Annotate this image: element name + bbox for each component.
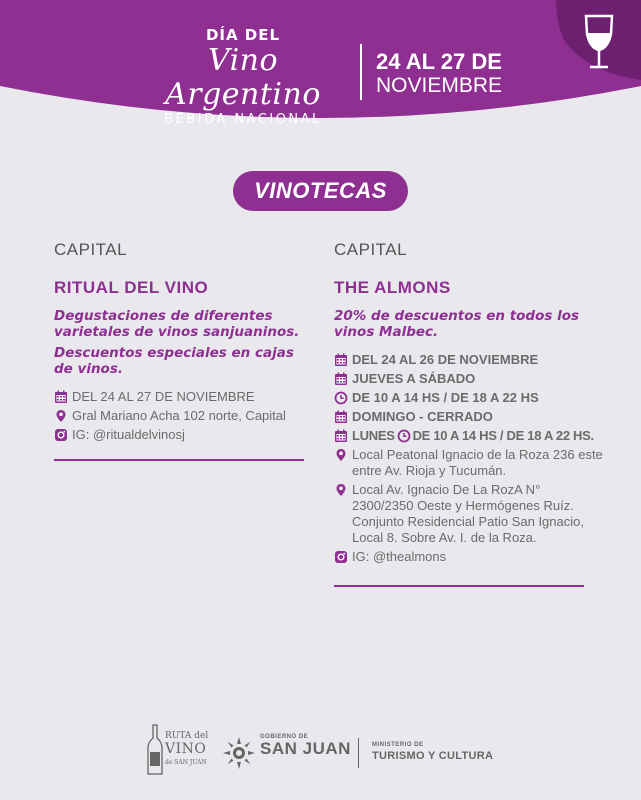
address-text: Local Peatonal Ignacio de la Roza 236 este entre Av. Rioja y Tucumán. [352, 447, 603, 478]
instagram-icon [54, 428, 68, 442]
store-name: THE ALMONS [334, 278, 451, 297]
days-text: JUEVES A SÁBADO [352, 371, 476, 386]
sunday-text: DOMINGO - CERRADO [352, 409, 493, 424]
footer-logos [0, 718, 641, 778]
promo-text: 20% de descuentos en todos los vinos Malbec. [334, 308, 580, 340]
location-pin-icon [54, 409, 68, 423]
turismo-y-cultura-text: TURISMO Y CULTURA [372, 750, 494, 762]
date-row [334, 352, 604, 368]
gobierno-san-juan-logo [260, 734, 351, 758]
date-text: DEL 24 AL 26 DE NOVIEMBRE [352, 352, 539, 367]
monday-label: LUNES [352, 428, 395, 443]
address-text: Local Av. Ignacio De La RozA N° 2300/2350 Oeste y Hermógenes Ruíz. Conjunto Residencial Patio San Ignacio, Local 8. Sobre Av. I. de la Roza. [352, 482, 584, 545]
calendar-icon [334, 353, 348, 367]
header-divider [360, 44, 362, 100]
instagram-handle[interactable]: IG: @thealmons [352, 549, 447, 564]
store-ritual-del-vino [54, 240, 316, 461]
wine-glass-icon [556, 0, 641, 80]
header-banner [0, 0, 641, 135]
wine-bottle-icon [147, 724, 163, 776]
store-name: RITUAL DEL VINO [54, 278, 209, 297]
instagram-row [54, 427, 316, 443]
bebida-nacional-label: BEBIDA NACIONAL [164, 112, 322, 127]
sunday-row [334, 409, 604, 425]
hours-row [334, 390, 604, 406]
monday-hours: DE 10 A 14 HS / DE 18 A 22 HS. [412, 428, 594, 443]
vino-argentino-label: Vino Argentino [165, 43, 321, 112]
de-san-juan-text: de SAN JUAN [165, 759, 207, 766]
ruta-del-vino-logo [147, 724, 213, 774]
divider-line [334, 585, 584, 587]
city-label: CAPITAL [334, 240, 408, 259]
days-row [334, 371, 604, 387]
address-row [54, 408, 316, 424]
gobierno-de-text: GOBIERNO DE [260, 734, 309, 740]
ministerio-logo [372, 742, 493, 763]
san-juan-text: SAN JUAN [260, 739, 351, 758]
event-dates [376, 50, 502, 98]
clock-icon [397, 429, 411, 443]
footer-divider [358, 738, 359, 768]
city-label: CAPITAL [54, 240, 128, 259]
sun-logo-icon [222, 736, 256, 770]
address-text: Gral Mariano Acha 102 norte, Capital [72, 408, 286, 423]
date-month: NOVIEMBRE [376, 74, 503, 97]
ruta-del-text: RUTA del [165, 731, 209, 741]
calendar-icon [54, 390, 68, 404]
location-pin-icon [334, 483, 348, 497]
hours-text: DE 10 A 14 HS / DE 18 A 22 HS [352, 390, 539, 405]
address-row [334, 447, 604, 479]
clock-icon [334, 391, 348, 405]
date-text: DEL 24 AL 27 DE NOVIEMBRE [72, 389, 255, 404]
instagram-handle[interactable]: IG: @ritualdelvinosj [72, 427, 185, 442]
store-the-almons [334, 240, 604, 587]
ministerio-de-text: MINISTERIO DE [372, 742, 424, 748]
divider-line [54, 459, 304, 461]
date-range: 24 AL 27 DE [376, 49, 502, 74]
instagram-row [334, 549, 604, 565]
instagram-icon [334, 550, 348, 564]
calendar-icon [334, 410, 348, 424]
event-title [138, 26, 348, 127]
calendar-icon [334, 429, 348, 443]
calendar-icon [334, 372, 348, 386]
vino-text: VINO [165, 741, 207, 757]
location-pin-icon [334, 448, 348, 462]
promo-text: Descuentos especiales en cajas de vinos. [54, 345, 294, 377]
promo-text: Degustaciones de diferentes varietales de vinos sanjuaninos. [54, 308, 300, 340]
dia-del-label: DÍA DEL [205, 26, 281, 44]
date-row [54, 389, 316, 405]
address-row [334, 482, 604, 546]
section-title: VINOTECAS [233, 171, 408, 211]
monday-row [334, 428, 604, 444]
